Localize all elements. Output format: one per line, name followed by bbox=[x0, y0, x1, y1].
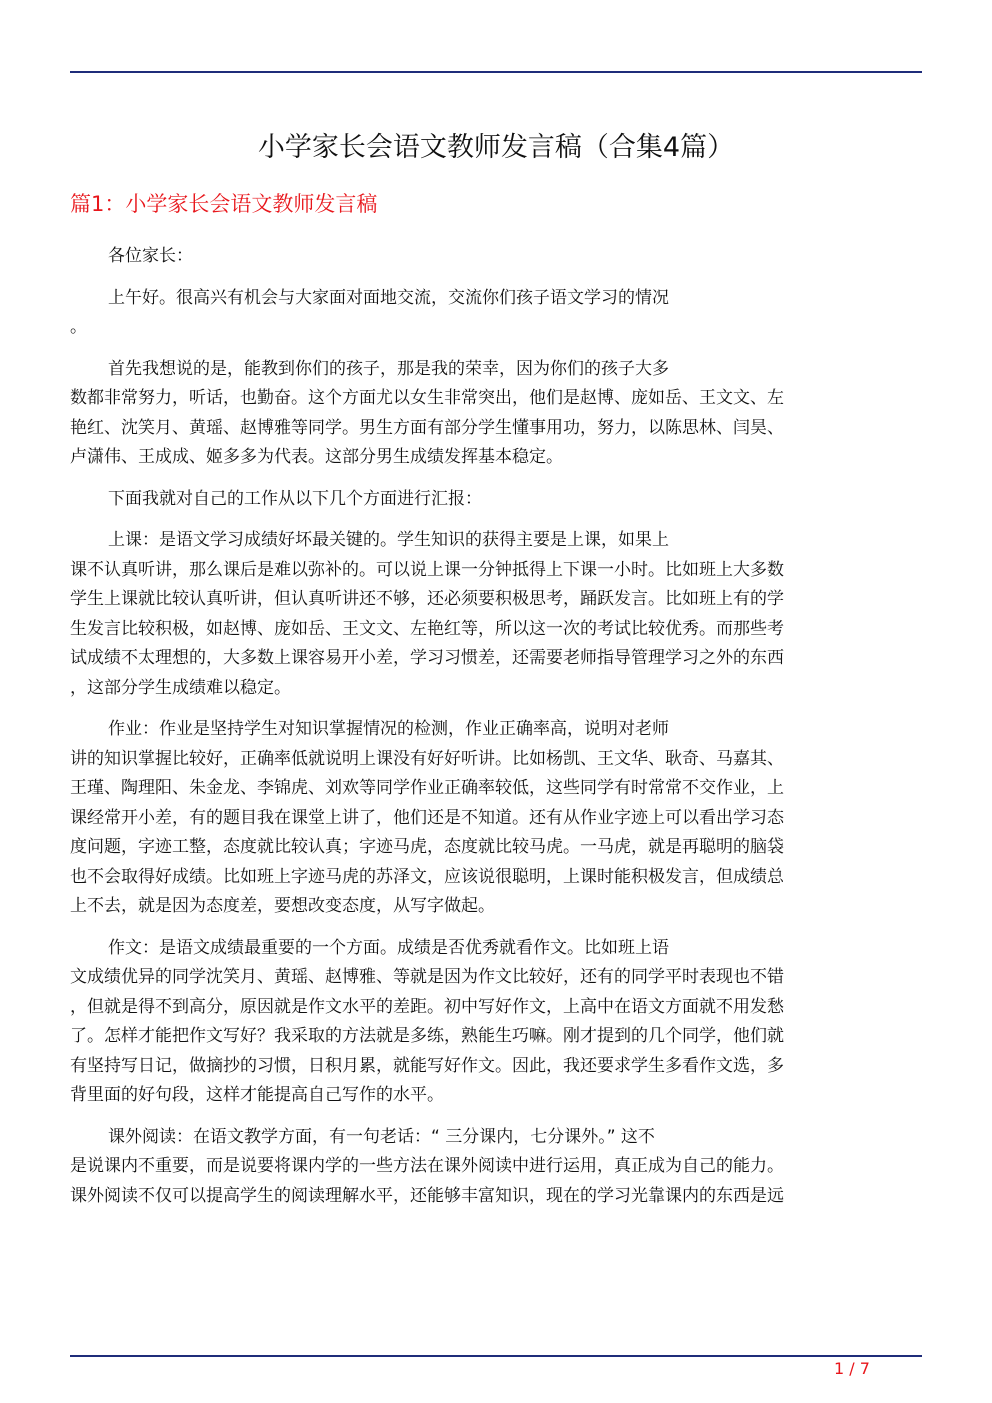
header-rule bbox=[70, 71, 922, 73]
text-line: 度问题，字迹工整，态度就比较认真；字迹马虎，态度就比较马虎。一马虎，就是再聪明的脑袋 bbox=[70, 837, 784, 857]
paragraph bbox=[70, 355, 922, 473]
text-line: 卢潇伟、王成成、姬多多为代表。这部分男生成绩发挥基本稳定。 bbox=[70, 447, 563, 467]
text-line: 生发言比较积极，如赵博、庞如岳、王文文、左艳红等，所以这一次的考试比较优秀。而那些考 bbox=[70, 618, 784, 639]
paragraph bbox=[70, 485, 922, 515]
text-line: 学生上课就比较认真听讲，但认真听讲还不够，还必须要积极思考，踊跃发言。比如班上有的学 bbox=[70, 589, 784, 609]
text-line: 艳红、沈笑月、黄瑶、赵博雅等同学。男生方面有部分学生懂事用功，努力，以陈思林、闫昊、 bbox=[70, 417, 784, 438]
text-line: ，这部分学生成绩难以稳定。 bbox=[70, 677, 291, 698]
text-line: ，但就是得不到高分，原因就是作文水平的差距。初中写好作文，上高中在语文方面就不用发愁 bbox=[70, 996, 784, 1017]
text-line: 讲的知识掌握比较好，正确率低就说明上课没有好好听讲。比如杨凯、王文华、耿奇、马嘉其、 bbox=[70, 748, 784, 769]
text-line: 下面我就对自己的工作从以下几个方面进行汇报： bbox=[108, 488, 482, 509]
document-title: 小学家长会语文教师发言稿（合集4篇） bbox=[257, 132, 735, 163]
paragraph bbox=[70, 242, 922, 272]
text-line: 背里面的好句段，这样才能提高自己写作的水平。 bbox=[70, 1085, 444, 1105]
text-line: 课外阅读：在语文教学方面，有一句老话：“ 三分课内，七分课外。” 这不 bbox=[108, 1126, 655, 1147]
text-line: 上午好。很高兴有机会与大家面对面地交流，交流你们孩子语文学习的情况 bbox=[108, 287, 669, 308]
text-line: 各位家长： bbox=[108, 246, 193, 266]
text-line: 试成绩不太理想的，大多数上课容易开小差，学习习惯差，还需要老师指导管理学习之外的东西 bbox=[70, 648, 784, 668]
text-line: 数都非常努力，听话，也勤奋。这个方面尤以女生非常突出，他们是赵博、庞如岳、王文文、左 bbox=[70, 388, 784, 408]
text-line: 上不去，就是因为态度差，要想改变态度，从写字做起。 bbox=[70, 896, 495, 916]
text-line: 。 bbox=[70, 317, 87, 337]
footer-rule bbox=[70, 1355, 922, 1357]
section-heading: 篇1：小学家长会语文教师发言稿 bbox=[70, 192, 378, 216]
text-line: 文成绩优异的同学沈笑月、黄瑶、赵博雅、等就是因为作文比较好，还有的同学平时表现也不错 bbox=[70, 967, 784, 987]
text-line: 上课：是语文学习成绩好坏最关键的。学生知识的获得主要是上课，如果上 bbox=[108, 530, 669, 550]
paragraph bbox=[70, 715, 922, 922]
paragraph bbox=[70, 1123, 922, 1212]
text-line: 首先我想说的是，能教到你们的孩子，那是我的荣幸，因为你们的孩子大多 bbox=[108, 358, 669, 379]
text-line: 作业：作业是坚持学生对知识掌握情况的检测，作业正确率高，说明对老师 bbox=[108, 719, 669, 739]
text-line: 课经常开小差，有的题目我在课堂上讲了，他们还是不知道。还有从作业字迹上可以看出学习态 bbox=[70, 807, 784, 828]
paragraph bbox=[70, 934, 922, 1111]
text-line: 有坚持写日记，做摘抄的习惯，日积月累，就能写好作文。因此，我还要求学生多看作文选，多 bbox=[70, 1055, 784, 1076]
paragraph bbox=[70, 284, 922, 343]
paragraph bbox=[70, 526, 922, 703]
text-line: 也不会取得好成绩。比如班上字迹马虎的苏泽文，应该说很聪明，上课时能积极发言，但成绩总 bbox=[70, 866, 784, 887]
text-line: 课外阅读不仅可以提高学生的阅读理解水平，还能够丰富知识，现在的学习光靠课内的东西是远 bbox=[70, 1185, 784, 1206]
document-body bbox=[70, 242, 922, 1223]
text-line: 了。怎样才能把作文写好？我采取的方法就是多练，熟能生巧嘛。刚才提到的几个同学，他们就 bbox=[70, 1026, 784, 1046]
text-line: 课不认真听讲，那么课后是难以弥补的。可以说上课一分钟抵得上下课一小时。比如班上大多数 bbox=[70, 559, 784, 580]
page-number: 1 / 7 bbox=[834, 1359, 870, 1378]
text-line: 王瑾、陶理阳、朱金龙、李锦虎、刘欢等同学作业正确率较低，这些同学有时常常不交作业，上 bbox=[70, 778, 784, 798]
text-line: 是说课内不重要，而是说要将课内学的一些方法在课外阅读中进行运用，真正成为自己的能力。 bbox=[70, 1156, 784, 1176]
text-line: 作文：是语文成绩最重要的一个方面。成绩是否优秀就看作文。比如班上语 bbox=[108, 937, 669, 958]
